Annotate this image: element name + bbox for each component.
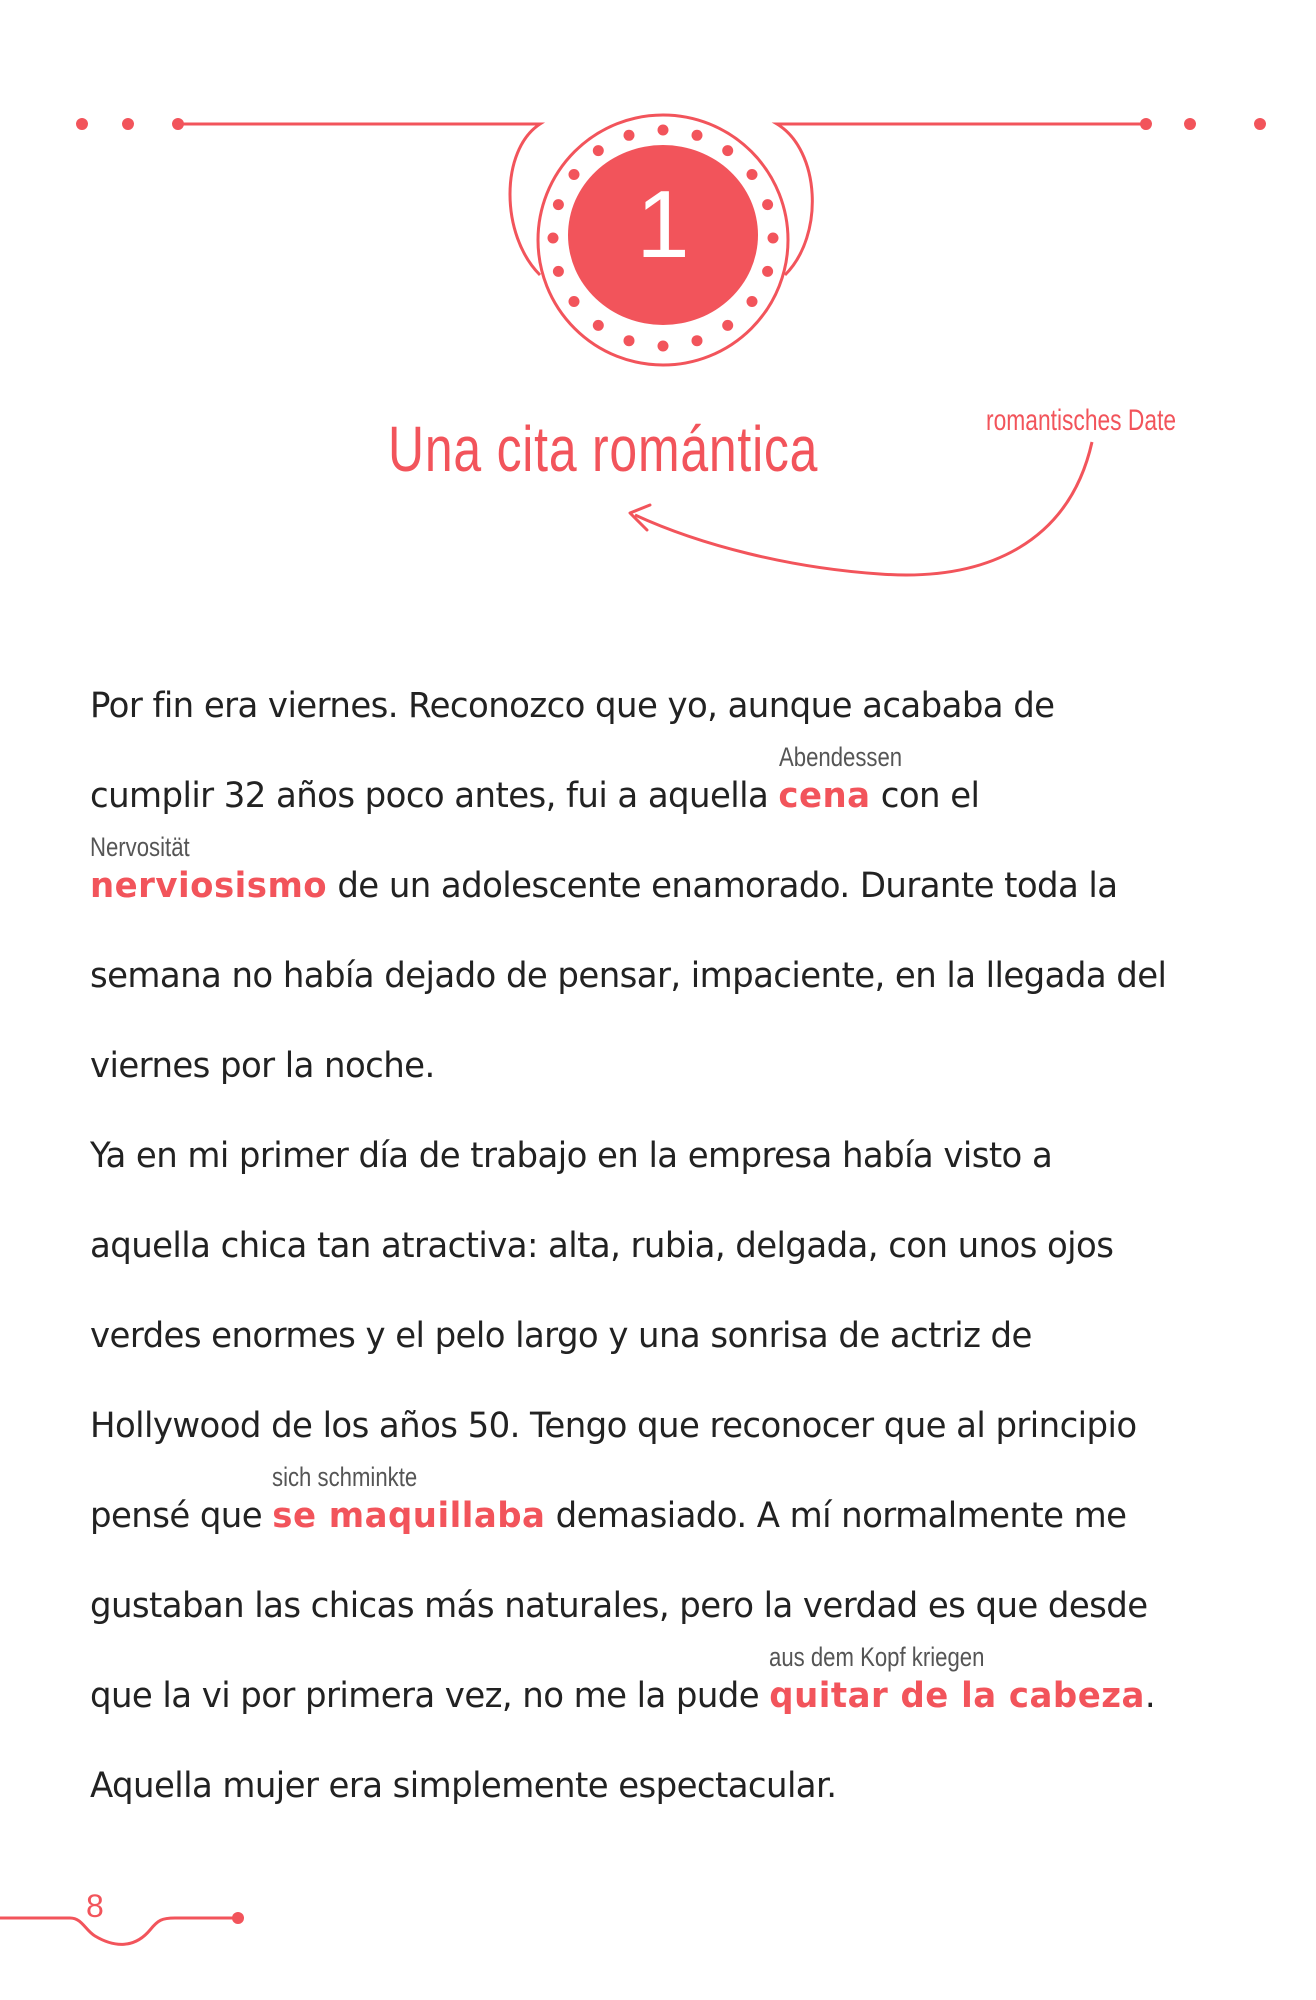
text-line	[90, 1316, 1032, 1356]
text-run: demasiado. A mí normalmente me	[545, 1496, 1127, 1536]
badge-dot	[624, 130, 635, 141]
text-run: viernes por la noche.	[90, 1046, 435, 1086]
text-run: verdes enormes y el pelo largo y una sonrisa de actriz de	[90, 1316, 1032, 1356]
vocab-term: nerviosismo	[90, 866, 328, 906]
vocab-gloss: aus dem Kopf kriegen	[769, 1642, 985, 1672]
badge-dot	[762, 199, 773, 210]
page-number: 8	[86, 1888, 104, 1924]
badge-dot	[762, 266, 773, 277]
text-run: aquella chica tan atractiva: alta, rubia, delgada, con unos ojos	[90, 1226, 1114, 1266]
chapter-title: Una cita romántica	[388, 413, 819, 485]
badge-dot	[624, 335, 635, 346]
badge-dot	[747, 296, 758, 307]
vocab-term: quitar de la cabeza	[769, 1676, 1145, 1716]
text-run: Hollywood de los años 50. Tengo que reconocer que al principio	[90, 1406, 1137, 1446]
vocab-term: se maquillaba	[272, 1496, 546, 1536]
text-run: con el	[870, 776, 980, 816]
text-line	[90, 776, 979, 816]
text-line	[90, 1586, 1148, 1626]
text-run: cumplir 32 años poco antes, fui a aquella	[90, 776, 779, 816]
vocab-gloss: sich schminkte	[272, 1462, 418, 1492]
badge-dot	[593, 145, 604, 156]
text-line	[90, 1406, 1137, 1446]
badge-dot	[658, 125, 669, 136]
text-line	[90, 1046, 435, 1086]
page-number-ornament	[0, 1912, 244, 1944]
badge-dot	[593, 320, 604, 331]
text-line	[90, 1136, 1052, 1176]
badge-dot	[548, 233, 559, 244]
text-run: que la vi por primera vez, no me la pude	[90, 1676, 770, 1716]
text-run: gustaban las chicas más naturales, pero la verdad es que desde	[90, 1586, 1148, 1626]
badge-dot	[768, 233, 779, 244]
badge-dot	[658, 341, 669, 352]
text-line	[90, 1676, 1155, 1716]
badge-dot	[692, 335, 703, 346]
badge-dot	[722, 145, 733, 156]
badge-dot	[722, 320, 733, 331]
vocab-term: cena	[778, 776, 871, 816]
vocab-gloss: Nervosität	[90, 832, 190, 862]
text-line	[90, 956, 1166, 996]
text-run: de un adolescente enamorado. Durante toda la	[327, 866, 1118, 906]
badge-dot	[569, 296, 580, 307]
vocab-gloss: Abendessen	[778, 742, 902, 772]
text-line	[90, 1496, 1126, 1536]
text-run: semana no había dejado de pensar, impaciente, en la llegada del	[90, 956, 1167, 996]
text-line	[90, 686, 1054, 726]
chapter-title-gloss: romantisches Date	[986, 404, 1177, 437]
text-run: Por fin era viernes. Reconozco que yo, aunque acababa de	[90, 686, 1055, 726]
chapter-number: 1	[636, 171, 690, 278]
text-line	[90, 1766, 837, 1806]
text-run: Aquella mujer era simplemente espectacular.	[90, 1766, 837, 1806]
text-line	[90, 1226, 1113, 1266]
text-run: Ya en mi primer día de trabajo en la empresa había visto a	[90, 1136, 1053, 1176]
badge-dot	[692, 130, 703, 141]
text-run: .	[1144, 1676, 1156, 1716]
text-run: pensé que	[90, 1496, 273, 1536]
text-line	[90, 866, 1117, 906]
